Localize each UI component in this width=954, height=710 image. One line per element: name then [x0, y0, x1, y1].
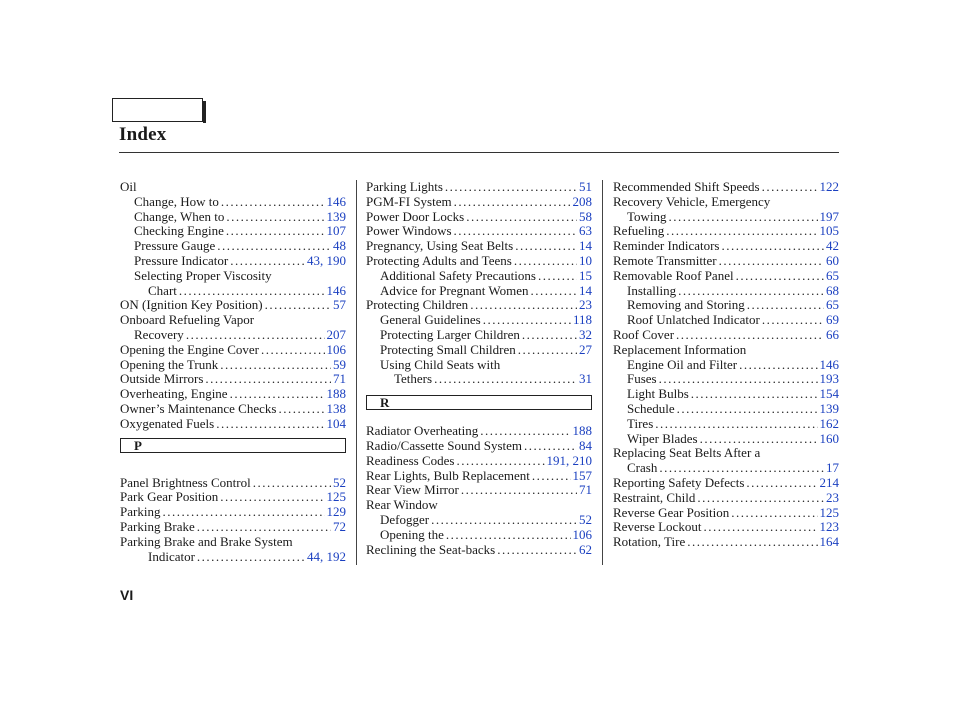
leader-dots — [230, 387, 325, 402]
title-divider — [119, 152, 839, 153]
entry-text: Indicator — [148, 548, 195, 564]
entry-text: Owner’s Maintenance Checks — [120, 400, 277, 416]
page-link[interactable]: 14 — [579, 282, 592, 298]
leader-dots — [676, 328, 824, 343]
leader-dots — [197, 520, 331, 535]
leader-dots — [466, 210, 577, 225]
entry-text: Outside Mirrors — [120, 371, 204, 387]
index-entry[interactable] — [120, 358, 346, 373]
page-link[interactable]: 106 — [572, 526, 592, 542]
leader-dots — [687, 535, 817, 550]
leader-dots — [739, 358, 817, 373]
entry-text: Removing and Storing — [627, 297, 745, 313]
entry-text: Schedule — [627, 400, 675, 416]
page-link[interactable]: 125 — [326, 489, 346, 505]
entry-text: Remote Transmitter — [613, 252, 717, 268]
leader-dots — [697, 491, 824, 506]
leader-dots — [217, 239, 331, 254]
index-entry[interactable] — [366, 424, 592, 439]
entry-text: Readiness Codes — [366, 452, 455, 468]
page-link[interactable]: 10 — [579, 252, 592, 268]
index-entry[interactable] — [366, 528, 592, 543]
column-divider — [602, 180, 603, 565]
column-divider — [356, 180, 357, 565]
entry-text: Restraint, Child — [613, 489, 696, 505]
index-entry[interactable] — [613, 387, 839, 402]
leader-dots — [230, 254, 305, 269]
index-entry[interactable] — [366, 284, 592, 299]
page-link[interactable]: 14 — [579, 238, 592, 254]
leader-dots — [731, 506, 817, 521]
index-entry[interactable] — [366, 469, 592, 484]
entry-text: Protecting Adults and Teens — [366, 252, 512, 268]
section-letter-r: R — [366, 395, 592, 410]
leader-dots — [722, 239, 825, 254]
index-entry[interactable] — [120, 224, 346, 239]
entry-text: Parking Lights — [366, 179, 443, 194]
leader-dots — [532, 469, 571, 484]
entry-text: Roof Cover — [613, 326, 675, 342]
index-column-2 — [366, 180, 592, 557]
index-entry[interactable] — [120, 387, 346, 402]
page-link[interactable]: 118 — [572, 312, 592, 328]
leader-dots — [515, 239, 577, 254]
page-link[interactable]: 125 — [819, 504, 839, 520]
index-entry[interactable] — [366, 269, 592, 284]
entry-text: Reminder Indicators — [613, 238, 720, 254]
entry-text: Reverse Lockout — [613, 519, 702, 535]
page-link[interactable]: 63 — [579, 223, 592, 239]
index-entry[interactable] — [613, 535, 839, 550]
leader-dots — [691, 387, 818, 402]
index-entry[interactable] — [120, 254, 346, 269]
page-link[interactable]: 17 — [826, 460, 839, 476]
leader-dots — [659, 461, 824, 476]
entry-text: Oil — [120, 179, 137, 194]
entry-text: Radio/Cassette Sound System — [366, 437, 522, 453]
index-entry[interactable] — [613, 358, 839, 373]
page-link[interactable]: 106 — [326, 341, 346, 357]
page-link[interactable]: 23 — [826, 489, 839, 505]
entry-text: Opening the — [380, 526, 444, 542]
index-entry — [613, 446, 839, 461]
section-letter-p: P — [120, 438, 346, 453]
index-entry[interactable] — [120, 417, 346, 432]
entry-text: Reporting Safety Defects — [613, 474, 745, 490]
page-link[interactable]: 27 — [579, 341, 592, 357]
page-link[interactable]: 146 — [819, 356, 839, 372]
entry-text: Protecting Larger Children — [380, 326, 520, 342]
index-entry — [366, 358, 592, 373]
leader-dots — [518, 343, 577, 358]
index-entry[interactable] — [366, 239, 592, 254]
page-link[interactable]: 164 — [819, 534, 839, 550]
entry-text: Checking Engine — [134, 223, 224, 239]
spacer — [366, 387, 592, 395]
page-link[interactable]: 58 — [579, 208, 592, 224]
entry-text: Replacing Seat Belts After a — [613, 445, 761, 461]
entry-text: Oxygenated Fuels — [120, 415, 215, 431]
entry-text: PGM-FI System — [366, 193, 452, 209]
leader-dots — [454, 224, 577, 239]
entry-text: ON (Ignition Key Position) — [120, 297, 263, 313]
index-entry[interactable] — [613, 402, 839, 417]
page-link[interactable]: 72 — [333, 518, 346, 534]
page-link[interactable]: 31 — [579, 371, 592, 387]
entry-text: Crash — [627, 460, 658, 476]
index-entry[interactable] — [120, 195, 346, 210]
entry-text: Pressure Gauge — [134, 238, 216, 254]
index-entry[interactable] — [613, 298, 839, 313]
index-entry[interactable] — [366, 439, 592, 454]
page-link[interactable]: 207 — [326, 326, 346, 342]
index-entry[interactable] — [120, 402, 346, 417]
index-column-3 — [613, 180, 839, 550]
leader-dots — [659, 372, 818, 387]
leader-dots — [261, 343, 325, 358]
index-entry[interactable] — [613, 491, 839, 506]
leader-dots — [762, 180, 818, 195]
index-entry[interactable] — [120, 284, 346, 299]
page-link[interactable]: 104 — [326, 415, 346, 431]
leader-dots — [431, 513, 577, 528]
leader-dots — [197, 550, 305, 565]
index-entry[interactable] — [366, 298, 592, 313]
leader-dots — [678, 284, 824, 299]
leader-dots — [480, 424, 570, 439]
entry-text: Replacement Information — [613, 341, 747, 357]
page-link[interactable]: 139 — [819, 400, 839, 416]
page-link[interactable]: 32 — [579, 326, 592, 342]
index-entry — [120, 180, 346, 195]
leader-dots — [186, 328, 325, 343]
index-entry[interactable] — [613, 210, 839, 225]
leader-dots — [677, 402, 818, 417]
page-link[interactable]: 146 — [326, 193, 346, 209]
entry-text: Recommended Shift Speeds — [613, 179, 760, 194]
page-number: VI — [120, 587, 134, 603]
index-entry[interactable] — [613, 432, 839, 447]
index-entry[interactable] — [613, 520, 839, 535]
index-entry[interactable] — [366, 343, 592, 358]
page-link[interactable]: 68 — [826, 282, 839, 298]
leader-dots — [162, 505, 324, 520]
entry-text: Light Bulbs — [627, 386, 689, 402]
page-link[interactable]: 107 — [326, 223, 346, 239]
entry-text: Defogger — [380, 511, 430, 527]
leader-dots — [538, 269, 577, 284]
entry-text: Rear Lights, Bulb Replacement — [366, 467, 530, 483]
page-link[interactable]: 188 — [572, 423, 592, 439]
entry-text: Recovery — [134, 326, 184, 342]
page-link[interactable]: 122 — [819, 179, 839, 194]
entry-text: Reclining the Seat-backs — [366, 541, 496, 557]
entry-text: Tires — [627, 415, 654, 431]
entry-text: Towing — [627, 208, 667, 224]
leader-dots — [253, 476, 331, 491]
index-entry[interactable] — [366, 372, 592, 387]
leader-dots — [762, 313, 824, 328]
entry-text: Engine Oil and Filter — [627, 356, 738, 372]
index-entry[interactable] — [613, 417, 839, 432]
page-link[interactable]: 44, 192 — [307, 548, 346, 564]
entry-text: Protecting Children — [366, 297, 469, 313]
leader-dots — [470, 298, 577, 313]
page-link[interactable]: 139 — [326, 208, 346, 224]
index-entry[interactable] — [120, 328, 346, 343]
index-entry[interactable] — [613, 284, 839, 299]
entry-text: Reverse Gear Position — [613, 504, 730, 520]
page-link[interactable]: 71 — [579, 482, 592, 498]
page-link[interactable]: 51 — [579, 179, 592, 194]
leader-dots — [265, 298, 331, 313]
index-entry[interactable] — [120, 550, 346, 565]
index-entry[interactable] — [613, 269, 839, 284]
page-link[interactable]: 62 — [579, 541, 592, 557]
entry-text: Advice for Pregnant Women — [380, 282, 529, 298]
index-entry[interactable] — [366, 543, 592, 558]
leader-dots — [226, 224, 325, 239]
page-link[interactable]: 146 — [326, 282, 346, 298]
leader-dots — [456, 454, 544, 469]
index-entry[interactable] — [613, 506, 839, 521]
index-entry[interactable] — [366, 180, 592, 195]
index-entry[interactable] — [613, 239, 839, 254]
page-link[interactable]: 59 — [333, 356, 346, 372]
entry-text: Refueling — [613, 223, 665, 239]
entry-text: General Guidelines — [380, 312, 481, 328]
entry-text: Overheating, Engine — [120, 386, 228, 402]
spacer — [120, 453, 346, 476]
page-link[interactable]: 69 — [826, 312, 839, 328]
entry-text: Pregnancy, Using Seat Belts — [366, 238, 514, 254]
leader-dots — [205, 372, 331, 387]
index-entry[interactable] — [613, 180, 839, 195]
index-tab-box[interactable] — [112, 98, 203, 122]
index-column-1 — [120, 180, 346, 564]
leader-dots — [216, 417, 324, 432]
entry-text: Protecting Small Children — [380, 341, 516, 357]
index-entry[interactable] — [120, 298, 346, 313]
index-entry[interactable] — [366, 224, 592, 239]
leader-dots — [483, 313, 571, 328]
index-entry[interactable] — [613, 461, 839, 476]
leader-dots — [514, 254, 577, 269]
leader-dots — [446, 528, 571, 543]
page-link[interactable]: 129 — [326, 504, 346, 520]
entry-text: Change, How to — [134, 193, 219, 209]
page-title: Index — [119, 124, 167, 145]
leader-dots — [746, 476, 817, 491]
page-link[interactable]: 123 — [819, 519, 839, 535]
index-entry[interactable] — [366, 483, 592, 498]
index-entry[interactable] — [366, 195, 592, 210]
page-link[interactable]: 193 — [819, 371, 839, 387]
leader-dots — [179, 284, 325, 299]
entry-text: Parking Brake — [120, 518, 195, 534]
entry-text: Recovery Vehicle, Emergency — [613, 193, 771, 209]
page-link[interactable]: 23 — [579, 297, 592, 313]
leader-dots — [703, 520, 817, 535]
page-link[interactable]: 48 — [333, 238, 346, 254]
entry-text: Pressure Indicator — [134, 252, 229, 268]
entry-text: Additional Safety Precautions — [380, 267, 536, 283]
leader-dots — [220, 490, 324, 505]
entry-text: Selecting Proper Viscosity — [134, 267, 272, 283]
page-link[interactable]: 188 — [326, 386, 346, 402]
entry-text: Chart — [148, 282, 177, 298]
leader-dots — [669, 210, 818, 225]
index-entry[interactable] — [120, 505, 346, 520]
entry-text: Parking — [120, 504, 161, 520]
leader-dots — [700, 432, 818, 447]
leader-dots — [719, 254, 824, 269]
entry-text: Power Windows — [366, 223, 452, 239]
leader-dots — [747, 298, 824, 313]
entry-text: Power Door Locks — [366, 208, 465, 224]
index-entry[interactable] — [120, 372, 346, 387]
page-link[interactable]: 214 — [819, 474, 839, 490]
entry-text: Park Gear Position — [120, 489, 219, 505]
leader-dots — [497, 543, 577, 558]
index-entry — [613, 343, 839, 358]
page-link[interactable]: 43, 190 — [307, 252, 346, 268]
page-link[interactable]: 52 — [333, 474, 346, 490]
page-link[interactable]: 71 — [333, 371, 346, 387]
index-entry[interactable] — [366, 328, 592, 343]
index-entry — [366, 498, 592, 513]
index-entry[interactable] — [120, 239, 346, 254]
index-entry[interactable] — [613, 476, 839, 491]
leader-dots — [531, 284, 577, 299]
leader-dots — [461, 483, 577, 498]
index-entry[interactable] — [366, 513, 592, 528]
page-link[interactable]: 66 — [826, 326, 839, 342]
entry-text: Rear Window — [366, 497, 438, 513]
leader-dots — [445, 180, 577, 195]
page-link[interactable]: 160 — [819, 430, 839, 446]
page-link[interactable]: 84 — [579, 437, 592, 453]
entry-text: Rotation, Tire — [613, 534, 686, 550]
page-link[interactable]: 52 — [579, 511, 592, 527]
index-entry[interactable] — [366, 454, 592, 469]
page-link[interactable]: 157 — [572, 467, 592, 483]
leader-dots — [434, 372, 577, 387]
index-entry[interactable] — [613, 254, 839, 269]
leader-dots — [736, 269, 824, 284]
page-link[interactable]: 105 — [819, 223, 839, 239]
page-link[interactable]: 65 — [826, 297, 839, 313]
entry-text: Parking Brake and Brake System — [120, 533, 293, 549]
entry-text: Opening the Trunk — [120, 356, 219, 372]
index-entry — [120, 269, 346, 284]
index-entry[interactable] — [120, 490, 346, 505]
page-link[interactable]: 138 — [326, 400, 346, 416]
page-link[interactable]: 60 — [826, 252, 839, 268]
leader-dots — [524, 439, 577, 454]
index-entry — [120, 535, 346, 550]
page-link[interactable]: 197 — [819, 208, 839, 224]
leader-dots — [666, 224, 817, 239]
entry-text: Fuses — [627, 371, 657, 387]
index-entry[interactable] — [613, 224, 839, 239]
entry-text: Radiator Overheating — [366, 423, 479, 439]
index-entry[interactable] — [120, 476, 346, 491]
leader-dots — [278, 402, 324, 417]
entry-text: Using Child Seats with — [380, 356, 501, 372]
leader-dots — [221, 195, 325, 210]
page-link[interactable]: 65 — [826, 267, 839, 283]
index-entry[interactable] — [613, 328, 839, 343]
entry-text: Panel Brightness Control — [120, 474, 251, 490]
page-link[interactable]: 162 — [819, 415, 839, 431]
leader-dots — [655, 417, 817, 432]
entry-text: Rear View Mirror — [366, 482, 459, 498]
index-entry[interactable] — [613, 313, 839, 328]
entry-text: Opening the Engine Cover — [120, 341, 259, 357]
page-link[interactable]: 154 — [819, 386, 839, 402]
index-entry[interactable] — [120, 520, 346, 535]
index-entry[interactable] — [366, 210, 592, 225]
index-entry — [613, 195, 839, 210]
index-entry — [120, 313, 346, 328]
leader-dots — [522, 328, 577, 343]
index-entry[interactable] — [120, 210, 346, 225]
page-link[interactable]: 42 — [826, 238, 839, 254]
entry-text: Change, When to — [134, 208, 225, 224]
leader-dots — [226, 210, 324, 225]
entry-text: Roof Unlatched Indicator — [627, 312, 760, 328]
index-entry[interactable] — [366, 254, 592, 269]
page-link[interactable]: 57 — [333, 297, 346, 313]
index-entry[interactable] — [120, 343, 346, 358]
page-link[interactable]: 15 — [579, 267, 592, 283]
index-entry[interactable] — [366, 313, 592, 328]
leader-dots — [220, 358, 331, 373]
entry-text: Installing — [627, 282, 677, 298]
leader-dots — [454, 195, 571, 210]
page-link[interactable]: 191, 210 — [546, 452, 592, 468]
entry-text: Wiper Blades — [627, 430, 698, 446]
page-link[interactable]: 208 — [572, 193, 592, 209]
spacer — [366, 410, 592, 424]
entry-text: Onboard Refueling Vapor — [120, 312, 255, 328]
entry-text: Tethers — [394, 371, 433, 387]
index-entry[interactable] — [613, 372, 839, 387]
entry-text: Removable Roof Panel — [613, 267, 734, 283]
